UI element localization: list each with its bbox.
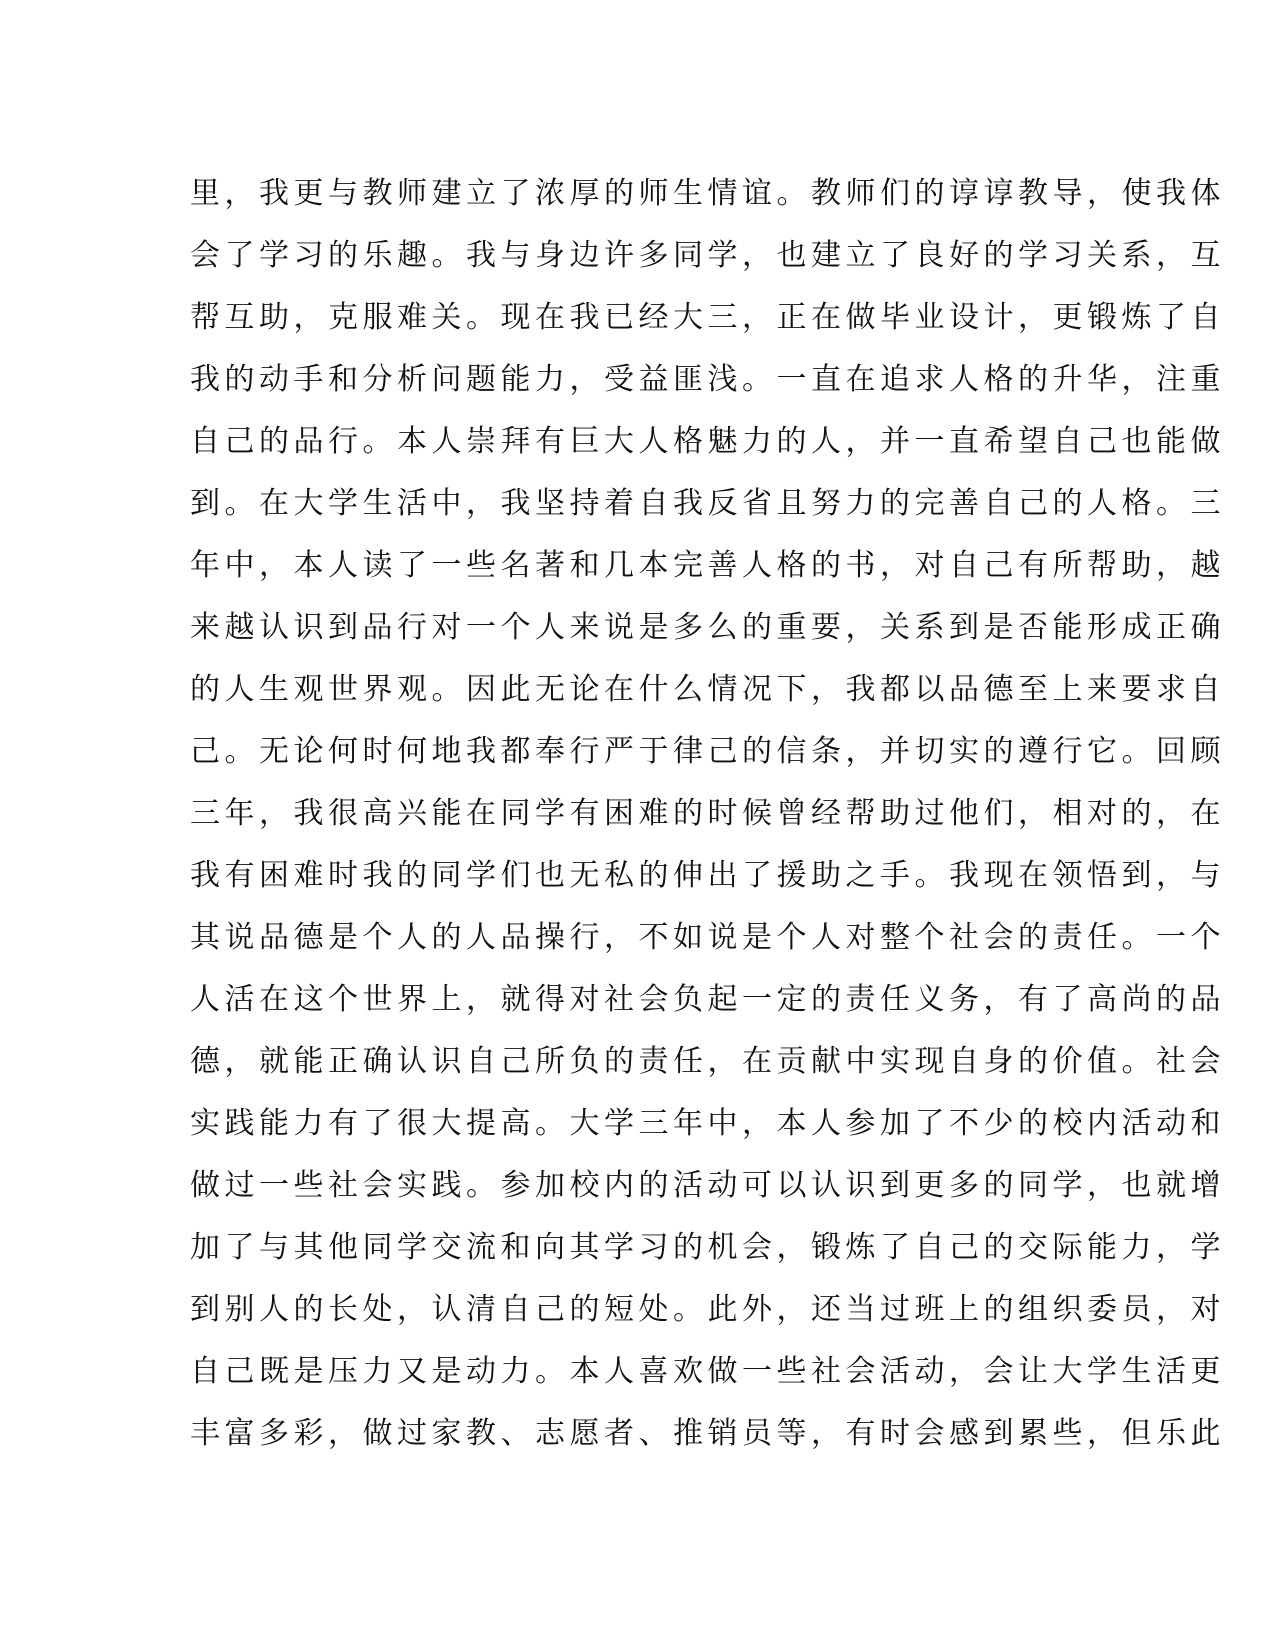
text-line: 己。无论何时何地我都奉行严于律己的信条，并切实的遵行它。回顾 <box>190 734 1225 769</box>
text-line: 到。在大学生活中，我坚持着自我反省且努力的完善自己的人格。三 <box>190 486 1225 521</box>
text-line: 会了学习的乐趣。我与身边许多同学，也建立了良好的学习关系，互 <box>190 238 1225 273</box>
text-line: 德，就能正确认识自己所负的责任，在贡献中实现自身的价值。社会 <box>190 1044 1225 1079</box>
text-line: 其说品德是个人的人品操行，不如说是个人对整个社会的责任。一个 <box>190 920 1225 955</box>
text-line: 做过一些社会实践。参加校内的活动可以认识到更多的同学，也就增 <box>190 1168 1225 1203</box>
text-line: 自己的品行。本人崇拜有巨大人格魅力的人，并一直希望自己也能做 <box>190 424 1225 459</box>
text-line: 的人生观世界观。因此无论在什么情况下，我都以品德至上来要求自 <box>190 672 1225 707</box>
text-line: 我的动手和分析问题能力，受益匪浅。一直在追求人格的升华，注重 <box>190 362 1225 397</box>
text-line: 里，我更与教师建立了浓厚的师生情谊。教师们的谆谆教导，使我体 <box>190 176 1225 211</box>
text-line: 人活在这个世界上，就得对社会负起一定的责任义务，有了高尚的品 <box>190 982 1225 1017</box>
text-line: 丰富多彩，做过家教、志愿者、推销员等，有时会感到累些，但乐此 <box>190 1416 1225 1451</box>
text-line: 加了与其他同学交流和向其学习的机会，锻炼了自己的交际能力，学 <box>190 1230 1225 1265</box>
text-line: 自己既是压力又是动力。本人喜欢做一些社会活动，会让大学生活更 <box>190 1354 1225 1389</box>
text-line: 三年，我很高兴能在同学有困难的时候曾经帮助过他们，相对的，在 <box>190 796 1225 831</box>
text-line: 实践能力有了很大提高。大学三年中，本人参加了不少的校内活动和 <box>190 1106 1225 1141</box>
text-line: 到别人的长处，认清自己的短处。此外，还当过班上的组织委员，对 <box>190 1292 1225 1327</box>
text-line: 我有困难时我的同学们也无私的伸出了援助之手。我现在领悟到，与 <box>190 858 1225 893</box>
text-line: 来越认识到品行对一个人来说是多么的重要，关系到是否能形成正确 <box>190 610 1225 645</box>
text-line: 帮互助，克服难关。现在我已经大三，正在做毕业设计，更锻炼了自 <box>190 300 1225 335</box>
body-text <box>190 163 1225 1465</box>
text-line: 年中，本人读了一些名著和几本完善人格的书，对自己有所帮助，越 <box>190 548 1225 583</box>
